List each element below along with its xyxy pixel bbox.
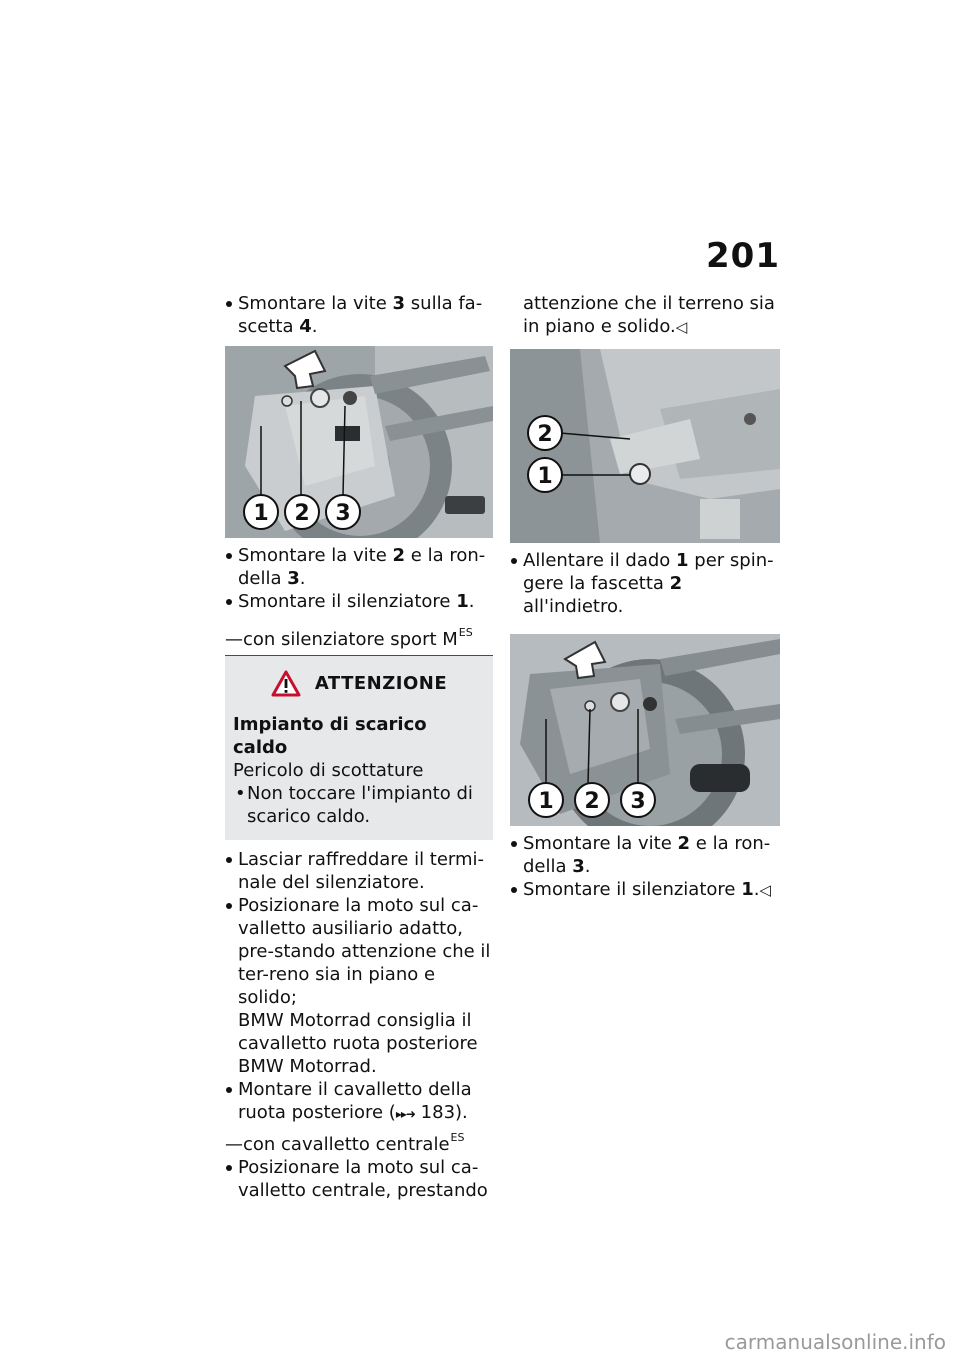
warning-text: Pericolo di scottature: [233, 760, 424, 781]
condition-center-stand: —con cavalletto centrale$^{ES}$: [225, 1131, 465, 1155]
step-remove-sport-silencer: Smontare il silenziatore 1.◁: [510, 878, 782, 902]
section-end-icon: ◁: [759, 881, 772, 899]
step-remove-clamp-screw: Smontare la vite 3 sulla fa-scetta 4.: [225, 292, 493, 338]
step-position-note: BMW Motorrad consiglia il cavalletto ruota posteriore BMW Motorrad.: [238, 1010, 478, 1077]
photo3-label-3: 3: [630, 789, 646, 814]
step-remove-screw-washer-sport: Smontare la vite 2 e la ron-della 3.: [510, 832, 782, 878]
warning-title: ATTENZIONE: [314, 673, 448, 694]
photo-clamp-nut: [510, 349, 782, 543]
warning-triangle-icon: [271, 670, 301, 697]
page-ref-arrow-icon: ▸▸➜: [395, 1107, 415, 1121]
step-position-center-stand: Posizionare la moto sul ca-valletto centrale, prestando: [225, 1156, 493, 1202]
photo3-label-1: 1: [538, 789, 554, 814]
photo1-label-2: 2: [294, 501, 310, 526]
left-column: [225, 292, 493, 1202]
photo2-label-1: 1: [537, 464, 553, 489]
step-cool-silencer: Lasciar raffreddare il termi-nale del silenziatore.: [225, 848, 493, 894]
photo2-label-2: 2: [537, 422, 553, 447]
step-continuation: attenzione che il terreno sia in piano e solido.◁: [523, 293, 775, 337]
photo1-label-3: 3: [335, 501, 351, 526]
section-end-icon: ◁: [675, 318, 688, 336]
page-number: 201: [706, 236, 780, 276]
warning-box: [225, 656, 493, 840]
warning-item: • Non toccare l'impianto di scarico caldo.: [233, 782, 485, 828]
right-column: [510, 292, 782, 902]
condition-sport-silencer: —con silenziatore sport $M^{ES}$: [225, 626, 473, 650]
page-ref-link[interactable]: 183).: [414, 1102, 468, 1123]
photo1-label-1: 1: [253, 501, 269, 526]
step-position-aux-stand: Posizionare la moto sul ca-valletto ausiliario adatto, pre-stando attenzione che il ter-reno sia in piano e solido; BMW Motorrad consiglia il cavalletto ruota posteriore BMW Motorrad.: [225, 894, 493, 1078]
warning-subtitle: Impianto di scarico caldo: [233, 714, 427, 758]
photo-silencer-screws: [225, 346, 493, 538]
photo3-label-2: 2: [584, 789, 600, 814]
watermark: carmanualsonline.info: [724, 1330, 946, 1354]
step-remove-silencer: Smontare il silenziatore 1.: [225, 590, 493, 613]
step-remove-screw-washer: Smontare la vite 2 e la ron-della 3.: [225, 544, 493, 590]
step-mount-rear-stand: Montare il cavalletto della ruota posteriore (▸▸➜ 183).: [225, 1078, 493, 1126]
step-loosen-nut: Allentare il dado 1 per spin-gere la fascetta 2 all'indietro.: [510, 549, 782, 618]
photo-sport-silencer: [510, 634, 782, 826]
